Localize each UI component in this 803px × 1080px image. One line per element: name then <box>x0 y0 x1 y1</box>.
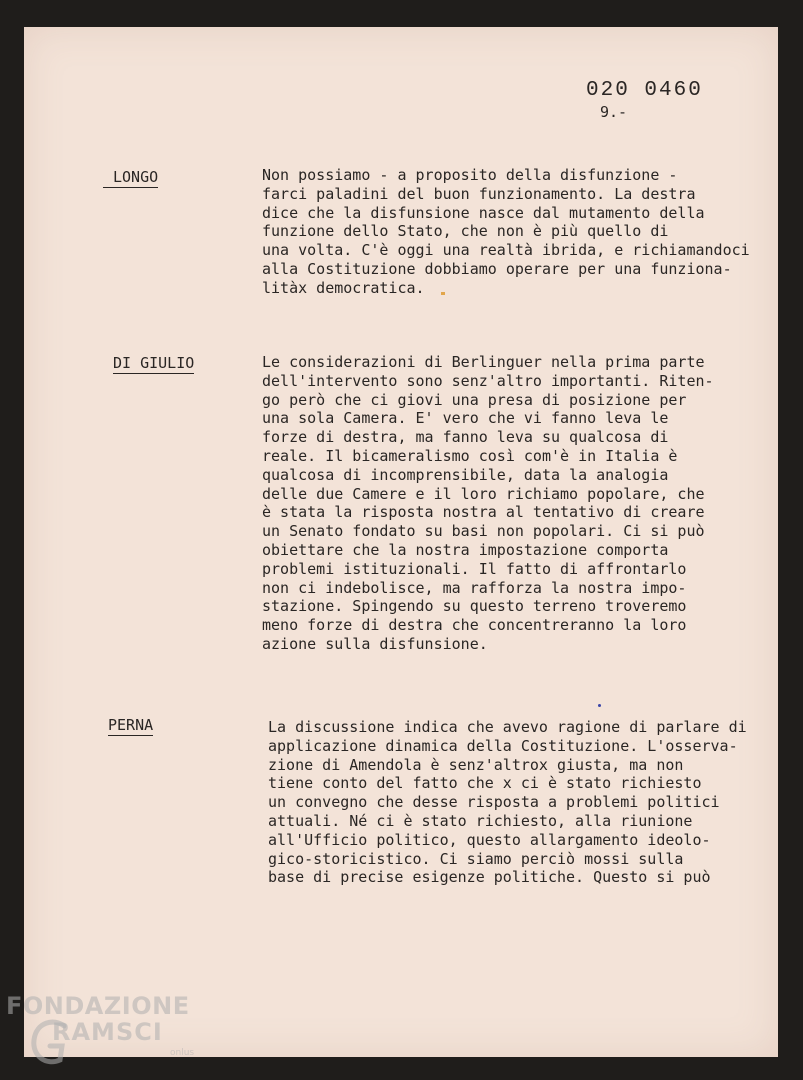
paragraph-perna: La discussione indica che avevo ragione di parlare di applicazione dinamica della Costituzione. L'osserva- zione di Amendola è senz'altrox giusta, ma non tiene conto del fatto che x ci è stato richiesto un convegno che desse risposta a problemi politici attuali. Né ci è stato richiesto, alla riunione all'Ufficio politico, questo allargamento ideolo- gico-storicistico. Ci siamo perciò mossi sulla base di precise esigenze politiche. Questo si può <box>268 718 747 887</box>
paragraph-longo: Non possiamo - a proposito della disfunzione - farci paladini del buon funzionamento. La destra dice che la disfunsione nasce dal mutamento della funzione dello Stato, che non è più quello di una volta. C'è oggi una realtà ibrida, e richiamandoci alla Costituzione dobbiamo operare per una funziona- litàx democratica. <box>262 166 750 297</box>
watermark-line-1: FONDAZIONE <box>6 992 190 1020</box>
archive-page-number: 020 0460 <box>586 79 703 102</box>
ink-mark <box>441 292 445 295</box>
pen-mark <box>598 704 601 707</box>
page-sub-number: 9.- <box>600 103 628 121</box>
paragraph-di-giulio: Le considerazioni di Berlinguer nella prima parte dell'intervento sono senz'altro importanti. Riten- go però che ci giovi una presa di posizione per una sola Camera. E' vero che vi fanno leva le forze di destra, ma fanno leva su qualcosa di reale. Il bicameralismo così com'è in Italia è qualcosa di incomprensibile, data la analogia delle due Camere e il loro richiamo popolare, che è stata la risposta nostra al tentativo di creare un Senato fondato su basi non popolari. Ci si può obiettare che la nostra impostazione comporta problemi istituzionali. Il fatto di affrontarlo non ci indebolisce, ma rafforza la nostra impo- stazione. Spingendo su questo terreno troveremo meno forze di destra che concentreranno la loro azione sulla disfunsione. <box>262 353 714 653</box>
watermark-line-2: RAMSCI <box>52 1018 163 1046</box>
watermark-onlus: onlus <box>170 1048 195 1058</box>
speaker-name-di-giulio: DI GIULIO <box>113 354 195 372</box>
speaker-name-perna: PERNA <box>108 716 154 734</box>
speaker-name-longo: LONGO <box>103 168 158 188</box>
fondazione-gramsci-watermark <box>6 992 226 1072</box>
